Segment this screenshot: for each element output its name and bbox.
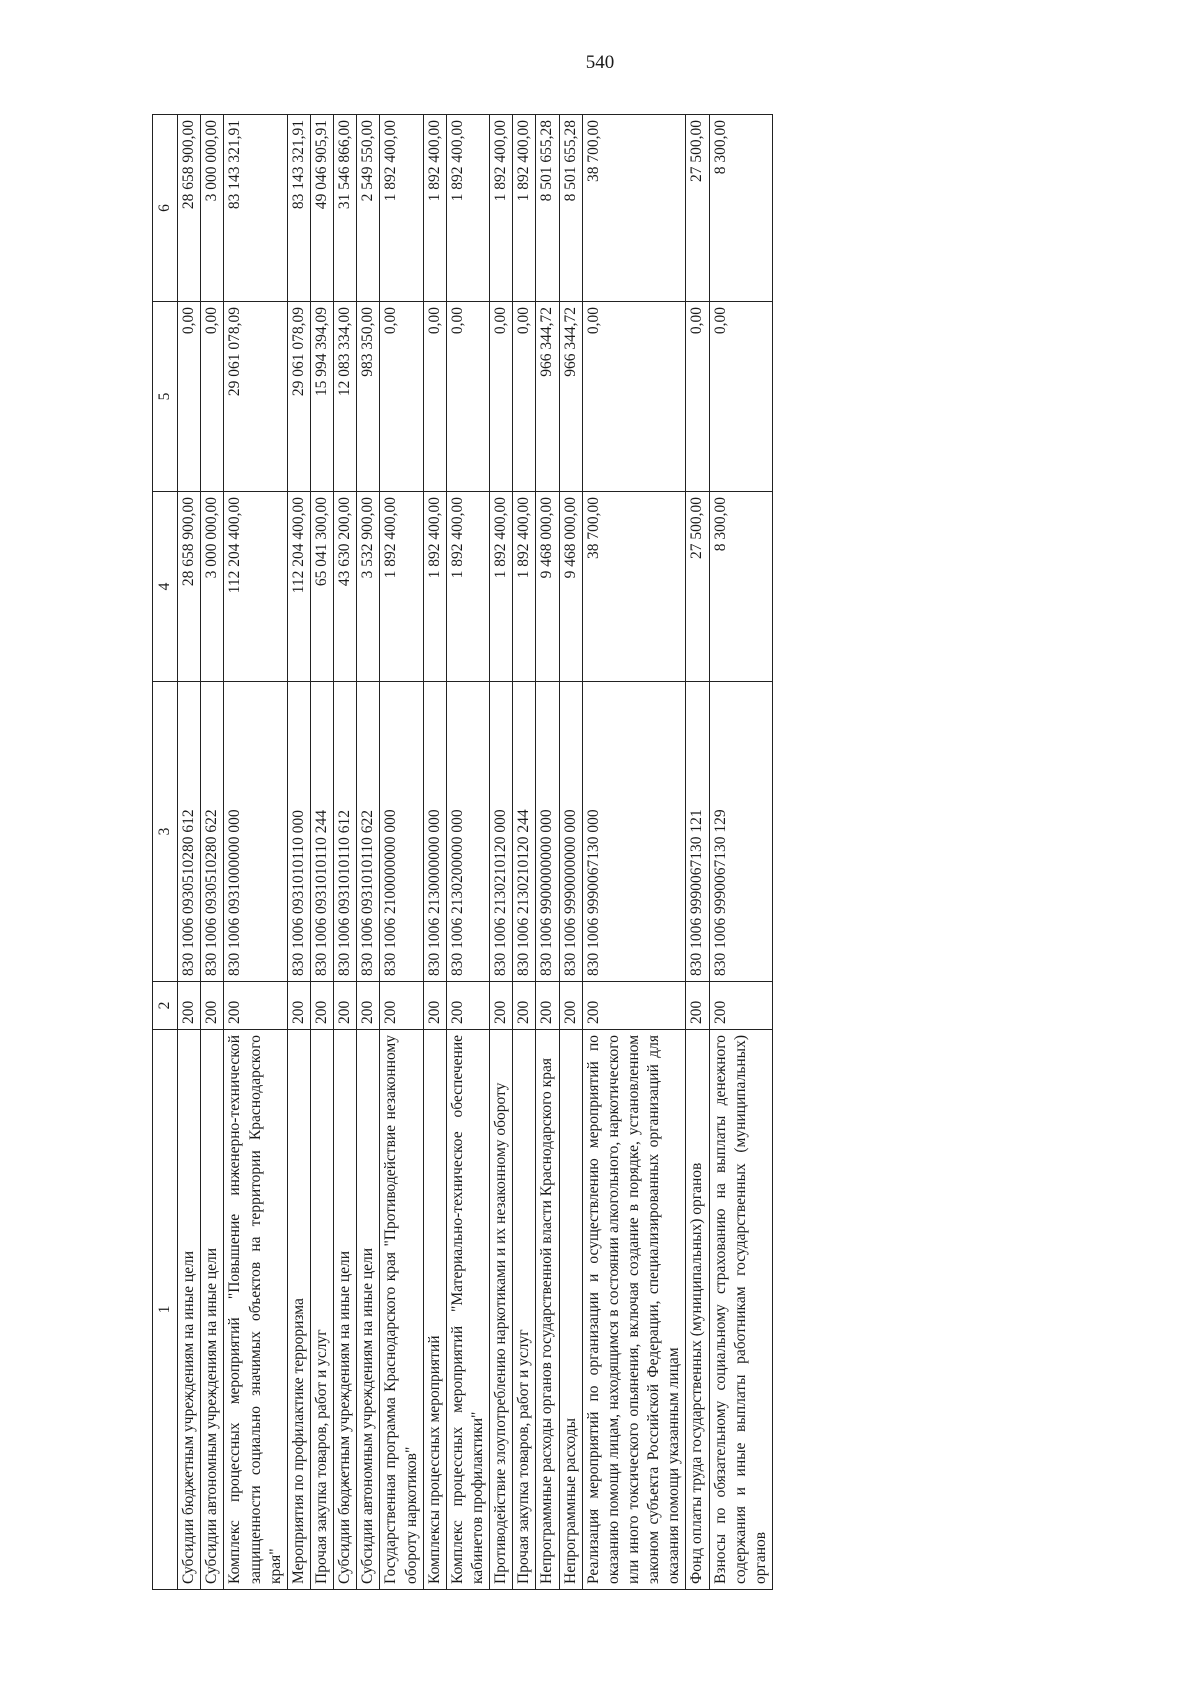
row-amount-remaining-cell: 27 500,00 [686, 115, 709, 302]
row-amount-approved-cell: 9 468 000,00 [559, 492, 582, 682]
row-amount-executed-cell: 15 994 394,09 [310, 302, 333, 492]
row-amount-approved-cell: 1 892 400,00 [446, 492, 489, 682]
row-name-cell: Прочая закупка товаров, работ и услуг [310, 1030, 333, 1590]
row-amount-approved-cell: 27 500,00 [686, 492, 709, 682]
table-row [490, 115, 513, 1590]
row-amount-remaining-cell: 83 143 321,91 [224, 115, 287, 302]
row-classification-cell: 830 1006 2130200000 000 [446, 682, 489, 982]
row-amount-executed-cell: 12 083 334,00 [334, 302, 357, 492]
table-row [686, 115, 709, 1590]
row-amount-remaining-cell: 8 300,00 [709, 115, 772, 302]
row-amount-approved-cell: 112 204 400,00 [224, 492, 287, 682]
row-classification-cell: 830 1006 2130210120 244 [513, 682, 536, 982]
row-name-cell: Комплекс процессных мероприятий "Материально-техническое обеспечение кабинетов профилактики" [446, 1030, 489, 1590]
table-header-row [153, 115, 178, 1590]
row-name-cell: Непрограммные расходы [559, 1030, 582, 1590]
row-amount-remaining-cell: 31 546 866,00 [334, 115, 357, 302]
row-amount-executed-cell: 0,00 [709, 302, 772, 492]
table-row [334, 115, 357, 1590]
row-classification-cell: 830 1006 0931000000 000 [224, 682, 287, 982]
row-name-cell: Субсидии автономным учреждениям на иные цели [357, 1030, 380, 1590]
row-amount-remaining-cell: 3 000 000,00 [201, 115, 224, 302]
row-amount-executed-cell: 0,00 [380, 302, 423, 492]
table-row [310, 115, 333, 1590]
row-amount-approved-cell: 8 300,00 [709, 492, 772, 682]
row-amount-approved-cell: 9 468 000,00 [536, 492, 559, 682]
row-amount-approved-cell: 1 892 400,00 [490, 492, 513, 682]
row-amount-remaining-cell: 8 501 655,28 [536, 115, 559, 302]
row-amount-remaining-cell: 1 892 400,00 [446, 115, 489, 302]
table-row [513, 115, 536, 1590]
budget-table [152, 114, 773, 1590]
row-amount-approved-cell: 65 041 300,00 [310, 492, 333, 682]
table-row [582, 115, 686, 1590]
row-classification-cell: 830 1006 0930510280 622 [201, 682, 224, 982]
row-name-cell: Взносы по обязательному социальному страхованию на выплаты денежного содержания и иные выплаты работникам государственных (муниципальных) органов [709, 1030, 772, 1590]
row-code-cell: 200 [201, 982, 224, 1030]
table-row [446, 115, 489, 1590]
row-amount-executed-cell: 29 061 078,09 [224, 302, 287, 492]
row-classification-cell: 830 1006 0930510280 612 [178, 682, 201, 982]
row-code-cell: 200 [357, 982, 380, 1030]
row-classification-cell: 830 1006 9990000000 000 [559, 682, 582, 982]
row-classification-cell: 830 1006 9900000000 000 [536, 682, 559, 982]
row-amount-executed-cell: 0,00 [446, 302, 489, 492]
row-classification-cell: 830 1006 9990067130 000 [582, 682, 686, 982]
table-row [536, 115, 559, 1590]
row-classification-cell: 830 1006 9990067130 121 [686, 682, 709, 982]
row-code-cell: 200 [446, 982, 489, 1030]
page-number: 540 [585, 52, 615, 73]
row-code-cell: 200 [380, 982, 423, 1030]
table-row [201, 115, 224, 1590]
row-name-cell: Субсидии автономным учреждениям на иные цели [201, 1030, 224, 1590]
row-amount-remaining-cell: 49 046 905,91 [310, 115, 333, 302]
row-code-cell: 200 [178, 982, 201, 1030]
row-code-cell: 200 [536, 982, 559, 1030]
row-code-cell: 200 [582, 982, 686, 1030]
row-name-cell: Субсидии бюджетным учреждениям на иные цели [178, 1030, 201, 1590]
table-row [423, 115, 446, 1590]
row-classification-cell: 830 1006 0931010110 000 [287, 682, 310, 982]
row-amount-remaining-cell: 38 700,00 [582, 115, 686, 302]
header-cell-2: 2 [153, 982, 178, 1030]
row-amount-executed-cell: 0,00 [423, 302, 446, 492]
row-classification-cell: 830 1006 2100000000 000 [380, 682, 423, 982]
row-amount-executed-cell: 0,00 [686, 302, 709, 492]
row-amount-executed-cell: 0,00 [513, 302, 536, 492]
rotated-table-frame [152, 115, 1052, 1590]
row-classification-cell: 830 1006 2130000000 000 [423, 682, 446, 982]
table-row [559, 115, 582, 1590]
row-name-cell: Реализация мероприятий по организации и осуществлению мероприятий по оказанию помощи лицам, находящимся в состоянии алкогольного, наркотического или иного токсического опьянения, включая создание в порядке, установленном законом субъекта Российской Федерации, специализированных организаций для оказания помощи указанным лицам [582, 1030, 686, 1590]
row-amount-executed-cell: 983 350,00 [357, 302, 380, 492]
row-name-cell: Субсидии бюджетным учреждениям на иные цели [334, 1030, 357, 1590]
row-amount-executed-cell: 0,00 [201, 302, 224, 492]
row-code-cell: 200 [287, 982, 310, 1030]
row-code-cell: 200 [224, 982, 287, 1030]
row-name-cell: Непрограммные расходы органов государственной власти Краснодарского края [536, 1030, 559, 1590]
row-code-cell: 200 [559, 982, 582, 1030]
row-code-cell: 200 [423, 982, 446, 1030]
table-row [380, 115, 423, 1590]
row-classification-cell: 830 1006 0931010110 622 [357, 682, 380, 982]
row-amount-approved-cell: 28 658 900,00 [178, 492, 201, 682]
header-cell-3: 3 [153, 682, 178, 982]
row-amount-approved-cell: 112 204 400,00 [287, 492, 310, 682]
row-amount-remaining-cell: 28 658 900,00 [178, 115, 201, 302]
row-name-cell: Противодействие злоупотреблению наркотиками и их незаконному обороту [490, 1030, 513, 1590]
row-code-cell: 200 [513, 982, 536, 1030]
row-code-cell: 200 [490, 982, 513, 1030]
row-amount-executed-cell: 966 344,72 [536, 302, 559, 492]
row-name-cell: Прочая закупка товаров, работ и услуг [513, 1030, 536, 1590]
row-amount-approved-cell: 1 892 400,00 [423, 492, 446, 682]
row-amount-executed-cell: 966 344,72 [559, 302, 582, 492]
row-amount-executed-cell: 0,00 [178, 302, 201, 492]
row-amount-remaining-cell: 2 549 550,00 [357, 115, 380, 302]
row-amount-remaining-cell: 1 892 400,00 [380, 115, 423, 302]
row-classification-cell: 830 1006 0931010110 612 [334, 682, 357, 982]
row-amount-approved-cell: 3 000 000,00 [201, 492, 224, 682]
header-cell-6: 6 [153, 115, 178, 302]
row-amount-approved-cell: 1 892 400,00 [380, 492, 423, 682]
row-code-cell: 200 [334, 982, 357, 1030]
row-name-cell: Мероприятия по профилактике терроризма [287, 1030, 310, 1590]
table-row [709, 115, 772, 1590]
row-amount-approved-cell: 3 532 900,00 [357, 492, 380, 682]
row-name-cell: Комплексы процессных мероприятий [423, 1030, 446, 1590]
row-classification-cell: 830 1006 9990067130 129 [709, 682, 772, 982]
row-amount-executed-cell: 0,00 [490, 302, 513, 492]
row-name-cell: Комплекс процессных мероприятий "Повышение инженерно-технической защищенности социально значимых объектов на территории Краснодарского края" [224, 1030, 287, 1590]
header-cell-4: 4 [153, 492, 178, 682]
row-amount-remaining-cell: 1 892 400,00 [490, 115, 513, 302]
row-code-cell: 200 [310, 982, 333, 1030]
row-amount-executed-cell: 0,00 [582, 302, 686, 492]
row-amount-remaining-cell: 1 892 400,00 [513, 115, 536, 302]
row-classification-cell: 830 1006 0931010110 244 [310, 682, 333, 982]
row-classification-cell: 830 1006 2130210120 000 [490, 682, 513, 982]
row-amount-approved-cell: 1 892 400,00 [513, 492, 536, 682]
row-amount-remaining-cell: 1 892 400,00 [423, 115, 446, 302]
row-name-cell: Фонд оплаты труда государственных (муниципальных) органов [686, 1030, 709, 1590]
header-cell-1: 1 [153, 1030, 178, 1590]
table-row [178, 115, 201, 1590]
header-cell-5: 5 [153, 302, 178, 492]
row-amount-executed-cell: 29 061 078,09 [287, 302, 310, 492]
row-code-cell: 200 [709, 982, 772, 1030]
table-row [287, 115, 310, 1590]
table-row [224, 115, 287, 1590]
row-amount-remaining-cell: 83 143 321,91 [287, 115, 310, 302]
table-body [153, 115, 773, 1590]
row-amount-approved-cell: 38 700,00 [582, 492, 686, 682]
row-name-cell: Государственная программа Краснодарского края "Противодействие незаконному обороту наркотиков" [380, 1030, 423, 1590]
table-row [357, 115, 380, 1590]
row-amount-remaining-cell: 8 501 655,28 [559, 115, 582, 302]
row-amount-approved-cell: 43 630 200,00 [334, 492, 357, 682]
row-code-cell: 200 [686, 982, 709, 1030]
